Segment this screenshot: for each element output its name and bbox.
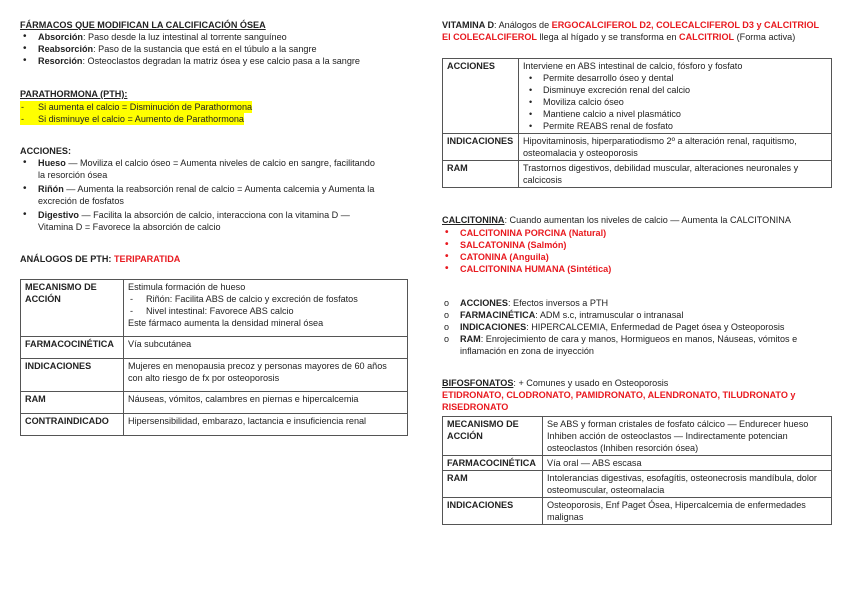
vitamina-d-table [442,58,832,188]
table-row: RAM Trastornos digestivos, debilidad muscular, alteraciones neuronales y calcicosis [443,161,832,188]
calcitonina-list [442,227,832,275]
calcitonina-props [442,297,832,357]
section-title-analogos: ANÁLOGOS DE PTH: TERIPARATIDA [20,254,181,264]
list-item: • CALCITONINA HUMANA (Sintética) [442,263,832,275]
drug-name-teriparatida: TERIPARATIDA [113,254,181,264]
table-row: ACCIONES Interviene en ABS intestinal de calcio, fósforo y fosfato • Permite desarrollo óseo y dental • Disminuye excreción renal del calcio • Moviliza calcio óseo • Mantiene calcio a nivel plasmático • Permite REABS renal de fosfato [443,59,832,134]
list-item: • Hueso — Moviliza el calcio óseo = Aumenta niveles de calcio en sangre, facilitando la resorción ósea [20,157,380,181]
table-row: RAM Náuseas, vómitos, calambres en piernas e hipercalcemia [21,392,408,414]
list-item: • Mantiene calcio a nivel plasmático [523,108,827,120]
list-item: • Disminuye excreción renal del calcio [523,84,827,96]
list-item: • CALCITONINA PORCINA (Natural) [442,227,832,239]
list-item: o ACCIONES: Efectos inversos a PTH [442,297,832,309]
table-row: INDICACIONES Mujeres en menopausia precoz y personas mayores de 60 años con alto riesgo de fx por osteoporosis [21,359,408,392]
highlighted-rule: - Si aumenta el calcio = Disminución de Parathormona [20,101,252,113]
section-title-acciones: ACCIONES: [20,146,72,156]
list-item: • Resorción: Osteoclastos degradan la matriz ósea y ese calcio pasa a la sangre [20,55,408,67]
table-row: CONTRAINDICADO Hipersensibilidad, embarazo, lactancia e insuficiencia renal [21,414,408,436]
list-item: • Digestivo — Facilita la absorción de calcio, interacciona con la vitamina D — Vitamina D = Favorece la absorción de calcio [20,209,380,233]
table-row: FARMACOCINÉTICA Vía oral — ABS escasa [443,456,832,471]
table-row: INDICACIONES Osteoporosis, Enf Paget Ósea, Hipercalcemia de enfermedades malignas [443,498,832,525]
list-item: • SALCATONINA (Salmón) [442,239,832,251]
list-item: o FARMACINÉTICA: ADM s.c, intramuscular o intranasal [442,309,832,321]
section-title-pth: PARATHORMONA (PTH): [20,89,128,99]
definitions-list [20,31,408,67]
bifosfonatos-intro: BIFOSFONATOS: + Comunes y usado en Osteoporosis ETIDRONATO, CLODRONATO, PAMIDRONATO, ALENDRONATO, TILUDRONATO y RISEDRONATO [442,378,796,412]
teriparatida-table [20,279,408,436]
acciones-list [20,157,380,233]
highlighted-rule: - Si disminuye el calcio = Aumento de Parathormona [20,113,244,125]
table-row: MECANISMO DE ACCIÓN Se ABS y forman cristales de fosfato cálcico — Endurecer hueso Inhiben acción de osteoclastos — Indirectamente potencian osteoclastos (Inhiben resorción ósea) [443,417,832,456]
list-item: • Permite desarrollo óseo y dental [523,72,827,84]
list-item: • Reabsorción: Paso de la sustancia que está en el túbulo a la sangre [20,43,408,55]
list-item: • Permite REABS renal de fosfato [523,120,827,132]
table-row: FARMACOCINÉTICA Vía subcutánea [21,337,408,359]
section-title-farmacos: FÁRMACOS QUE MODIFICAN LA CALCIFICACIÓN ÓSEA [20,20,266,30]
table-row: MECANISMO DE ACCIÓN Estimula formación de hueso - Riñón: Facilita ABS de calcio y excreción de fosfatos - Nivel intestinal: Favorece ABS calcio Este fármaco aumenta la densidad mineral ósea [21,280,408,337]
calcitonina-intro: CALCITONINA: Cuando aumentan los niveles de calcio — Aumenta la CALCITONINA [442,215,791,225]
table-row: INDICACIONES Hipovitaminosis, hiperparatiodismo 2º a alteración renal, raquitismo, osteomalacia y osteoporosis [443,134,832,161]
list-item: • Moviliza calcio óseo [523,96,827,108]
list-item: o INDICACIONES: HIPERCALCEMIA, Enfermedad de Paget ósea y Osteoporosis [442,321,832,333]
table-row: RAM Intolerancias digestivas, esofagítis, osteonecrosis mandíbula, dolor osteomuscular, osteomalacia [443,471,832,498]
list-item: o RAM: Enrojecimiento de cara y manos, Hormigueos en manos, Náuseas, vómitos e inflamación en zona de inyección [442,333,832,357]
list-item: • Absorción: Paso desde la luz intestinal al torrente sanguíneo [20,31,408,43]
list-item: • CATONINA (Anguila) [442,251,832,263]
vitamina-d-intro: VITAMINA D: Análogos de ERGOCALCIFEROL D2, COLECALCIFEROL D3 y CALCITRIOL El COLECALCIFEROL llega al hígado y se transforma en CALCITRIOL (Forma activa) [442,20,820,42]
list-item: • Riñón — Aumenta la reabsorción renal de calcio = Aumenta calcemia y Aumenta la excreción de fosfatos [20,183,380,207]
bifosfonatos-table [442,416,832,525]
pth-rules [20,101,252,125]
